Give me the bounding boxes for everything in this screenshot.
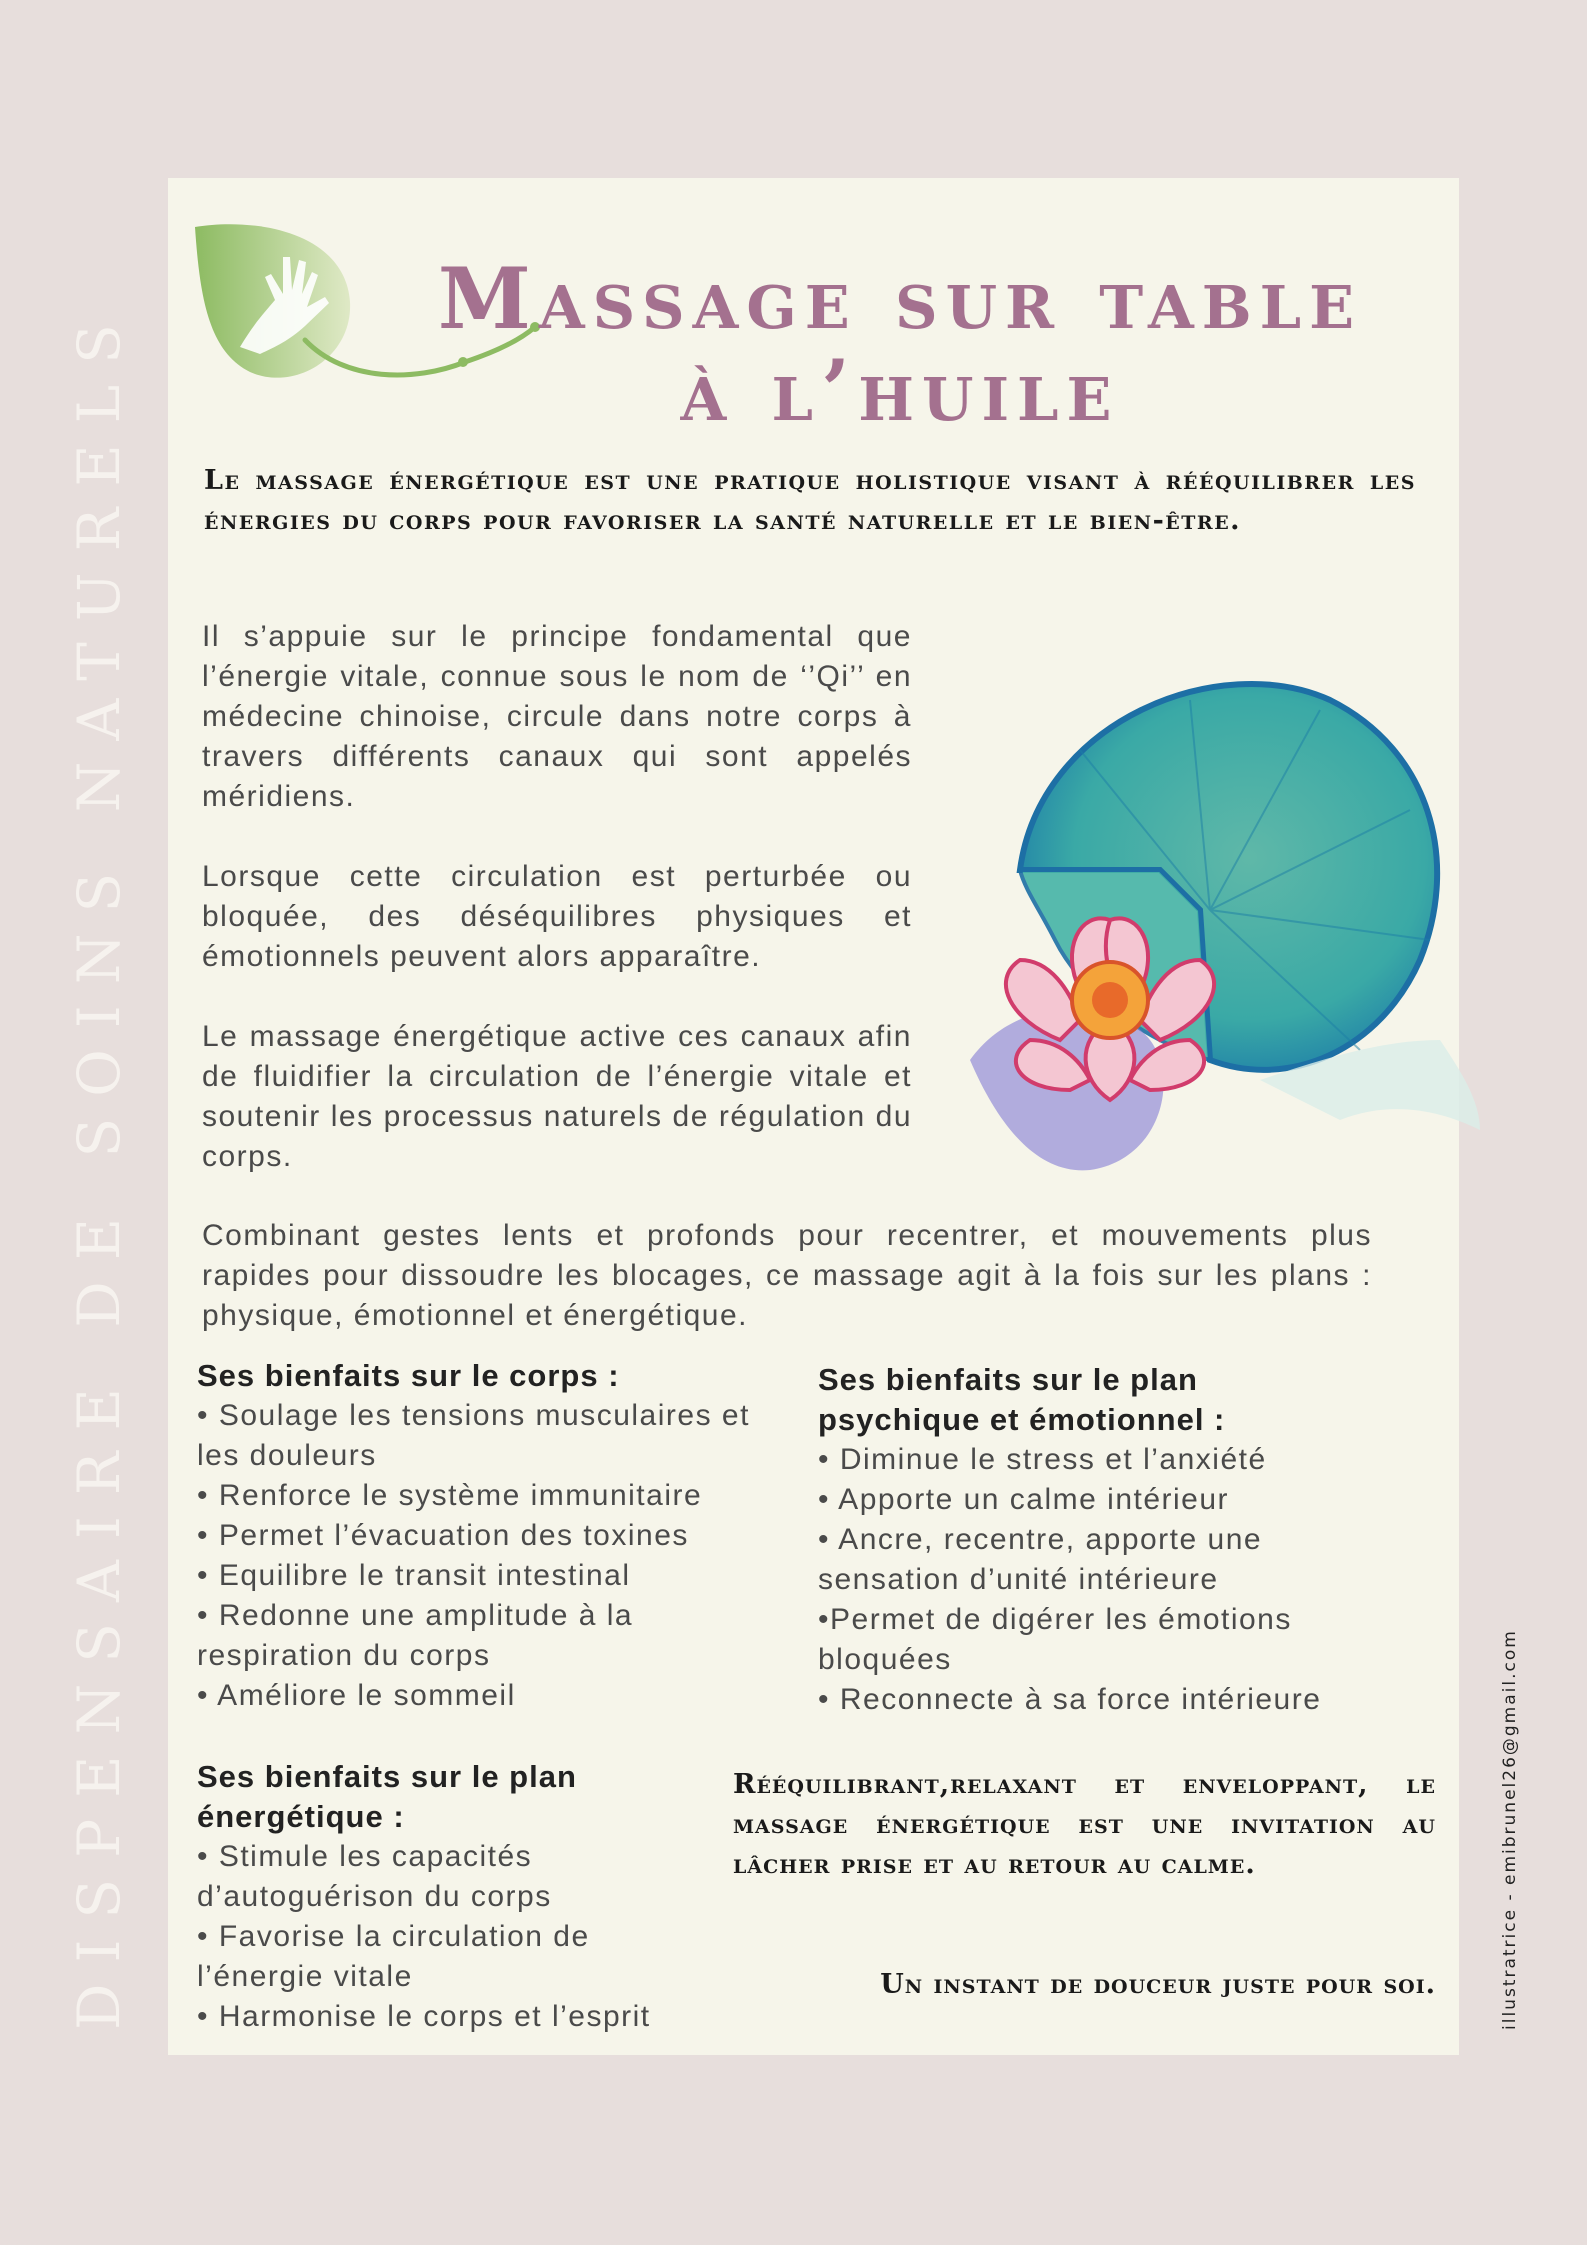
benefits-energy-section: [197, 1757, 717, 2037]
list-item: • Redonne une amplitude à la respiration du corps: [197, 1599, 634, 1672]
list-item: • Ancre, recentre, apporte une sensation d’unité intérieure: [818, 1523, 1263, 1596]
list-item: • Apporte un calme intérieur: [818, 1483, 1230, 1516]
list-item: • Renforce le système immunitaire: [197, 1479, 703, 1512]
benefits-body-section: [197, 1356, 797, 1716]
paragraph-gestures: Combinant gestes lents et profonds pour recentrer, et mouvements plus rapides pour dissoudre les blocages, ce massage agit à la fois sur les plans : physique, émotionnel et énergétique.: [202, 1219, 1372, 1332]
list-item: • Favorise la circulation de l’énergie vitale: [197, 1920, 590, 1993]
intro-text: Le massage énergétique est une pratique holistique visant à rééquilibrer les énergies du corps pour favoriser la santé naturelle et le bien-être.: [204, 465, 1416, 536]
list-item: •Permet de digérer les émotions bloquées: [818, 1603, 1292, 1676]
illustrator-credit: illustratrice - emibrunel26@gmail.com: [1500, 1629, 1520, 2030]
closing-text: Rééquilibrant,relaxant et enveloppant, le massage énergétique est une invitation au lâcher prise et au retour au calme.: [733, 1769, 1436, 1880]
list-item: • Harmonise le corps et l’esprit: [197, 2000, 651, 2033]
title-line-1: Massage sur table: [437, 249, 1363, 348]
closing-tagline: Un instant de douceur juste pour soi.: [880, 1969, 1436, 2000]
benefits-energy-heading: Ses bienfaits sur le plan énergétique :: [197, 1759, 577, 1834]
side-title: DISPENSAIRE DE SOINS NATURELS: [65, 303, 133, 2030]
water-lily-illustration: [960, 660, 1490, 1180]
list-item: • Soulage les tensions musculaires et les douleurs: [197, 1399, 750, 1472]
list-item: • Améliore le sommeil: [197, 1679, 516, 1712]
list-item: • Stimule les capacités d’autoguérison du corps: [197, 1840, 552, 1913]
benefits-body-heading: Ses bienfaits sur le corps :: [197, 1358, 620, 1393]
list-item: • Diminue le stress et l’anxiété: [818, 1443, 1267, 1476]
paragraph-qi: Il s’appuie sur le principe fondamental que l’énergie vitale, connue sous le nom de ‘’Qi’’ en médecine chinoise, circule dans notre corps à travers différents canaux qui sont appelés méridiens.: [202, 620, 912, 813]
benefits-psy-heading: Ses bienfaits sur le plan psychique et émotionnel :: [818, 1362, 1226, 1437]
list-item: • Equilibre le transit intestinal: [197, 1559, 631, 1592]
list-item: • Reconnecte à sa force intérieure: [818, 1683, 1322, 1716]
list-item: • Permet l’évacuation des toxines: [197, 1519, 689, 1552]
page-title: [360, 249, 1440, 440]
paragraph-channels: Le massage énergétique active ces canaux afin de fluidifier la circulation de l’énergie vitale et soutenir les processus naturels de régulation du corps.: [202, 1020, 912, 1173]
title-line-2: à l’huile: [680, 341, 1120, 440]
benefits-psy-section: [818, 1360, 1418, 1720]
paragraph-blockage: Lorsque cette circulation est perturbée ou bloquée, des déséquilibres physiques et émotionnels peuvent alors apparaître.: [202, 860, 912, 973]
